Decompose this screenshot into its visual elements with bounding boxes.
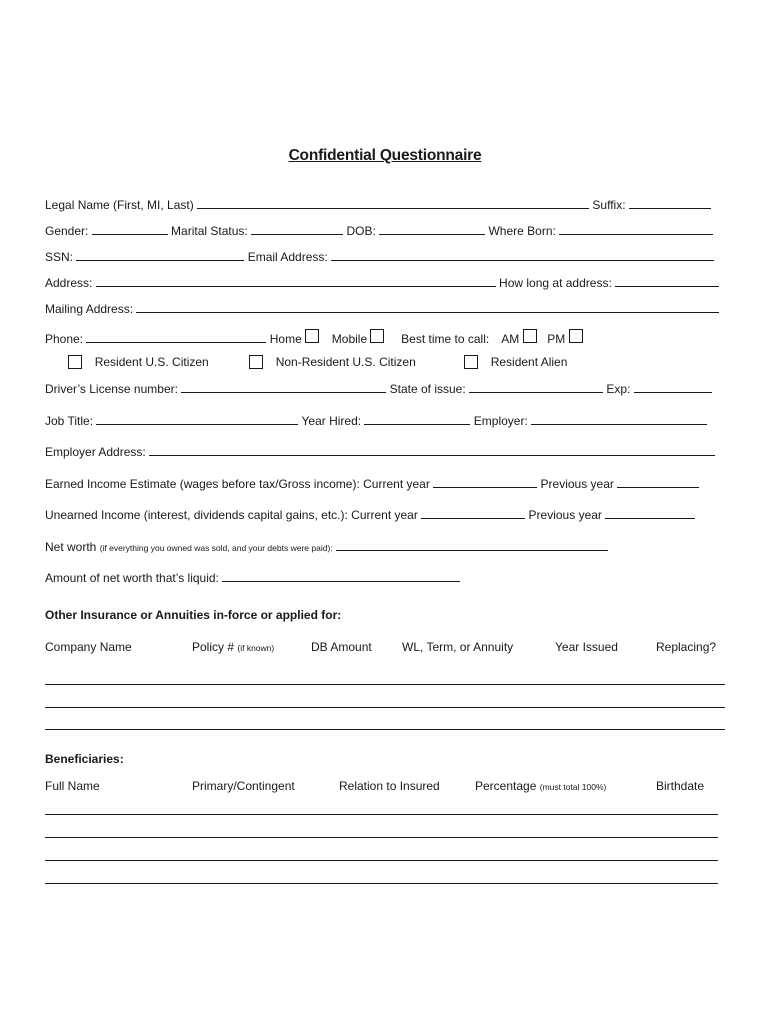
phone-input[interactable] [86, 332, 266, 343]
mailing-address-row [45, 302, 719, 316]
net-worth-input[interactable] [336, 540, 608, 551]
phone-label: Phone: [45, 332, 84, 346]
legal-name-row [45, 198, 711, 212]
liquid-input[interactable] [222, 571, 460, 582]
insurance-entry-line[interactable] [45, 707, 725, 708]
legal-name-input[interactable] [197, 198, 589, 209]
insurance-col-replacing: Replacing? [656, 640, 717, 654]
employer-label: Employer: [473, 414, 528, 428]
beneficiary-entry-line[interactable] [45, 883, 718, 884]
address-input[interactable] [96, 276, 496, 287]
am-label: AM [501, 332, 520, 346]
earned-income-current-input[interactable] [433, 477, 537, 488]
year-hired-label: Year Hired: [301, 414, 362, 428]
unearned-income-current-input[interactable] [421, 508, 525, 519]
resident-citizen-option[interactable] [68, 355, 209, 369]
dob-input[interactable] [379, 224, 485, 235]
phone-row [45, 329, 583, 346]
how-long-input[interactable] [615, 276, 719, 287]
nonresident-citizen-checkbox[interactable] [249, 355, 263, 369]
job-title-label: Job Title: [45, 414, 94, 428]
beneficiaries-heading: Beneficiaries: [45, 752, 124, 766]
net-worth-row [45, 540, 608, 554]
nonresident-citizen-label: Non-Resident U.S. Citizen [275, 355, 416, 369]
liquid-label: Amount of net worth that’s liquid: [45, 571, 219, 585]
insurance-col-policy-note: (if known) [237, 643, 275, 653]
beneficiary-entry-line[interactable] [45, 814, 718, 815]
insurance-col-company: Company Name [45, 640, 132, 654]
unearned-previous-label: Previous year [528, 508, 602, 522]
earned-income-previous-input[interactable] [617, 477, 699, 488]
suffix-input[interactable] [629, 198, 711, 209]
marital-status-label: Marital Status: [171, 224, 248, 238]
beneficiaries-col-percentage [475, 779, 606, 794]
beneficiaries-col-primary: Primary/Contingent [192, 779, 295, 793]
page-title: Confidential Questionnaire [288, 147, 482, 164]
pm-label: PM [547, 332, 566, 346]
liquid-row [45, 571, 460, 585]
insurance-col-db-amount: DB Amount [311, 640, 372, 654]
mailing-address-label: Mailing Address: [45, 302, 134, 316]
beneficiary-entry-line[interactable] [45, 837, 718, 838]
home-label: Home [269, 332, 302, 346]
unearned-income-previous-input[interactable] [605, 508, 695, 519]
where-born-label: Where Born: [488, 224, 556, 238]
unearned-income-row [45, 508, 695, 522]
resident-citizen-checkbox[interactable] [68, 355, 82, 369]
insurance-heading: Other Insurance or Annuities in-force or applied for: [45, 608, 342, 622]
resident-citizen-label: Resident U.S. Citizen [94, 355, 209, 369]
beneficiaries-col-relation: Relation to Insured [339, 779, 440, 793]
beneficiaries-col-percentage-note: (must total 100%) [539, 782, 607, 792]
beneficiaries-col-birthdate: Birthdate [656, 779, 705, 793]
mailing-address-input[interactable] [136, 302, 719, 313]
gender-row [45, 224, 713, 238]
beneficiaries-col-percentage-label: Percentage [475, 779, 537, 793]
net-worth-label: Net worth [45, 540, 97, 554]
beneficiaries-col-full-name: Full Name [45, 779, 100, 793]
am-checkbox[interactable] [523, 329, 537, 343]
dob-label: DOB: [346, 224, 376, 238]
drivers-license-label: Driver’s License number: [45, 382, 178, 396]
resident-alien-label: Resident Alien [490, 355, 568, 369]
resident-alien-option[interactable] [464, 355, 567, 369]
insurance-col-policy-label: Policy # [192, 640, 235, 654]
best-time-label: Best time to call: [401, 332, 490, 346]
employer-address-row [45, 445, 715, 459]
how-long-label: How long at address: [499, 276, 612, 290]
legal-name-label: Legal Name (First, MI, Last) [45, 198, 194, 212]
beneficiary-entry-line[interactable] [45, 860, 718, 861]
ssn-input[interactable] [76, 250, 244, 261]
drivers-license-input[interactable] [181, 382, 386, 393]
earned-income-row [45, 477, 699, 491]
where-born-input[interactable] [559, 224, 713, 235]
employer-address-label: Employer Address: [45, 445, 146, 459]
home-checkbox[interactable] [305, 329, 319, 343]
address-label: Address: [45, 276, 93, 290]
job-title-row [45, 414, 707, 428]
email-label: Email Address: [247, 250, 328, 264]
state-of-issue-label: State of issue: [389, 382, 466, 396]
gender-input[interactable] [92, 224, 168, 235]
employer-input[interactable] [531, 414, 707, 425]
year-hired-input[interactable] [364, 414, 470, 425]
unearned-income-label: Unearned Income (interest, dividends capital gains, etc.): Current year [45, 508, 418, 522]
marital-status-input[interactable] [251, 224, 343, 235]
gender-label: Gender: [45, 224, 89, 238]
insurance-entry-line[interactable] [45, 684, 725, 685]
insurance-col-policy [192, 640, 274, 655]
state-of-issue-input[interactable] [469, 382, 603, 393]
drivers-license-row [45, 382, 712, 396]
earned-previous-label: Previous year [540, 477, 614, 491]
employer-address-input[interactable] [149, 445, 715, 456]
exp-input[interactable] [634, 382, 712, 393]
email-input[interactable] [331, 250, 714, 261]
ssn-label: SSN: [45, 250, 74, 264]
net-worth-note: (if everything you owned was sold, and your debts were paid): [99, 543, 333, 553]
insurance-col-type: WL, Term, or Annuity [402, 640, 514, 654]
exp-label: Exp: [606, 382, 631, 396]
earned-income-label: Earned Income Estimate (wages before tax/Gross income): Current year [45, 477, 430, 491]
mobile-checkbox[interactable] [370, 329, 384, 343]
job-title-input[interactable] [96, 414, 298, 425]
suffix-label: Suffix: [592, 198, 626, 212]
ssn-row [45, 250, 714, 264]
address-row [45, 276, 719, 290]
insurance-col-year-issued: Year Issued [555, 640, 618, 654]
insurance-entry-line[interactable] [45, 729, 725, 730]
mobile-label: Mobile [331, 332, 368, 346]
nonresident-citizen-option[interactable] [249, 355, 416, 369]
pm-checkbox[interactable] [569, 329, 583, 343]
resident-alien-checkbox[interactable] [464, 355, 478, 369]
